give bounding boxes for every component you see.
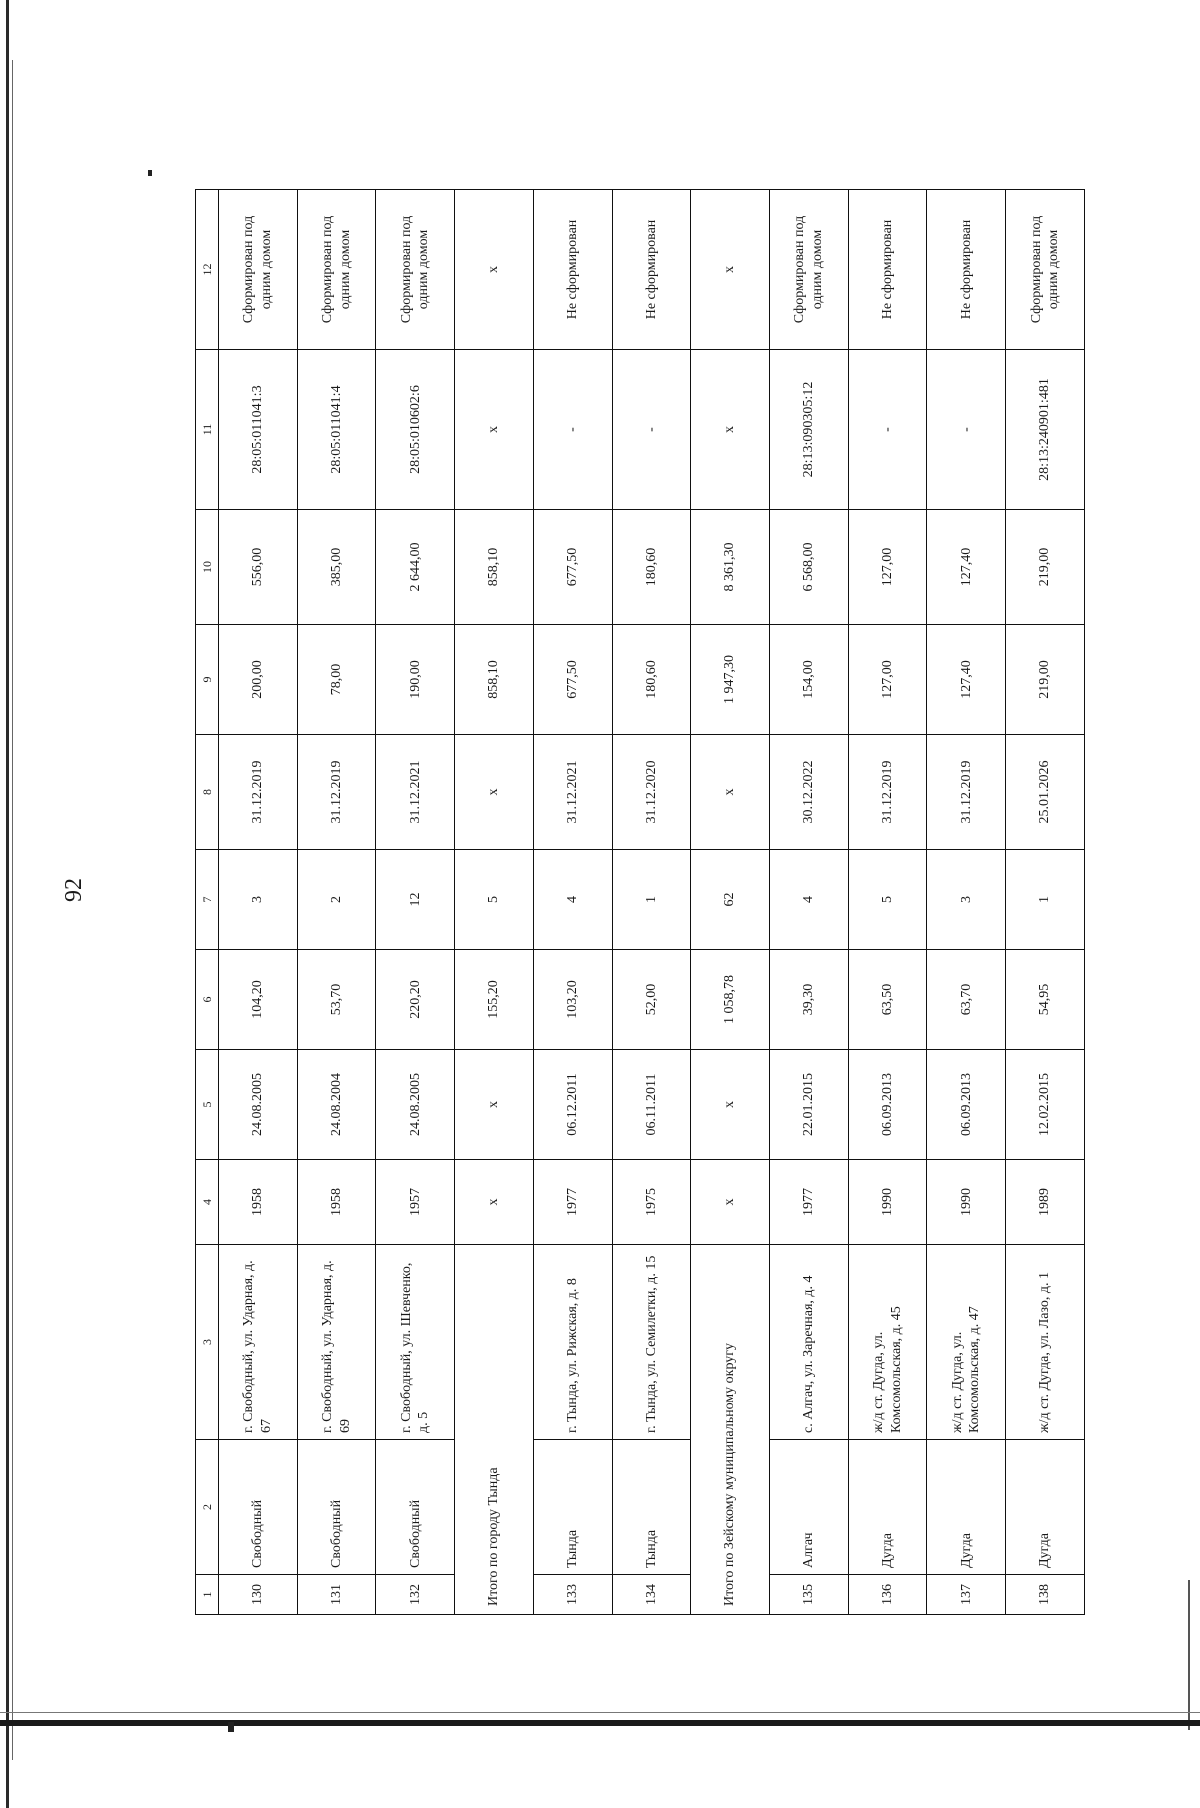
- settlement-cell: Алгач: [770, 1440, 849, 1575]
- value-cell: 219,00: [1006, 625, 1085, 735]
- column-header: 6: [196, 950, 219, 1050]
- year-cell: 1990: [927, 1160, 1006, 1245]
- value-cell: 154,00: [770, 625, 849, 735]
- cadastral-cell: 28:05:011041:4: [297, 350, 376, 510]
- status-cell: Сформирован под одним домом: [219, 190, 298, 350]
- value-cell: 127,40: [927, 510, 1006, 625]
- year-cell: 1990: [848, 1160, 927, 1245]
- count-cell: 4: [533, 850, 612, 950]
- cadastral-cell: 28:05:011041:3: [219, 350, 298, 510]
- year-cell: 1958: [219, 1160, 298, 1245]
- deadline-cell: 31.12.2019: [848, 735, 927, 850]
- address-cell: ж/д ст. Дугда, ул. Комсомольская, д. 45: [848, 1245, 927, 1440]
- table-row: [770, 190, 849, 1615]
- value-cell: 127,00: [848, 510, 927, 625]
- scan-speck: [148, 170, 152, 176]
- date-cell: 06.11.2011: [612, 1050, 691, 1160]
- deadline-cell: 31.12.2019: [219, 735, 298, 850]
- date-cell: 24.08.2004: [297, 1050, 376, 1160]
- row-number: 137: [927, 1575, 1006, 1615]
- deadline-cell: x: [691, 735, 770, 850]
- address-cell: г. Свободный, ул. Шевченко, д. 5: [376, 1245, 455, 1440]
- value-cell: 6 568,00: [770, 510, 849, 625]
- total-label: Итого по городу Тында: [455, 1245, 534, 1615]
- header-row: [196, 190, 219, 1615]
- status-cell: Сформирован под одним домом: [770, 190, 849, 350]
- cadastral-cell: x: [691, 350, 770, 510]
- address-cell: г. Тында, ул. Семилетки, д. 15: [612, 1245, 691, 1440]
- row-number: 138: [1006, 1575, 1085, 1615]
- count-cell: 2: [297, 850, 376, 950]
- area-cell: 53,70: [297, 950, 376, 1050]
- area-cell: 103,20: [533, 950, 612, 1050]
- count-cell: 3: [927, 850, 1006, 950]
- row-number: 134: [612, 1575, 691, 1615]
- page-number: 92: [61, 878, 87, 902]
- table-body: [219, 190, 1085, 1615]
- status-cell: Сформирован под одним домом: [297, 190, 376, 350]
- year-cell: 1957: [376, 1160, 455, 1245]
- count-cell: 4: [770, 850, 849, 950]
- settlement-cell: Тында: [533, 1440, 612, 1575]
- cadastral-cell: -: [848, 350, 927, 510]
- value-cell: 78,00: [297, 625, 376, 735]
- area-cell: 52,00: [612, 950, 691, 1050]
- table-total-row: [455, 190, 534, 1615]
- date-cell: x: [691, 1050, 770, 1160]
- value-cell: 190,00: [376, 625, 455, 735]
- count-cell: 1: [1006, 850, 1085, 950]
- settlement-cell: Дугда: [927, 1440, 1006, 1575]
- year-cell: 1977: [770, 1160, 849, 1245]
- status-cell: Не сформирован: [533, 190, 612, 350]
- value-cell: 677,50: [533, 625, 612, 735]
- table-row: [376, 190, 455, 1615]
- value-cell: 219,00: [1006, 510, 1085, 625]
- status-cell: Не сформирован: [848, 190, 927, 350]
- row-number: 136: [848, 1575, 927, 1615]
- settlement-cell: Дугда: [1006, 1440, 1085, 1575]
- cadastral-cell: x: [455, 350, 534, 510]
- row-number: 131: [297, 1575, 376, 1615]
- date-cell: 24.08.2005: [376, 1050, 455, 1160]
- column-header: 4: [196, 1160, 219, 1245]
- deadline-cell: 25.01.2026: [1006, 735, 1085, 850]
- column-header: 7: [196, 850, 219, 950]
- deadline-cell: 31.12.2021: [533, 735, 612, 850]
- scan-edge-right: [1188, 1580, 1190, 1730]
- settlement-cell: Свободный: [219, 1440, 298, 1575]
- count-cell: 1: [612, 850, 691, 950]
- count-cell: 5: [455, 850, 534, 950]
- scan-edge-bottom: [0, 1720, 1200, 1726]
- date-cell: x: [455, 1050, 534, 1160]
- address-cell: ж/д ст. Дугда, ул. Комсомольская, д. 47: [927, 1245, 1006, 1440]
- table-row: [297, 190, 376, 1615]
- value-cell: 556,00: [219, 510, 298, 625]
- value-cell: 180,60: [612, 625, 691, 735]
- area-cell: 155,20: [455, 950, 534, 1050]
- deadline-cell: 31.12.2019: [297, 735, 376, 850]
- table-row: [533, 190, 612, 1615]
- housing-table-rotated: [195, 190, 1085, 1615]
- row-number: 133: [533, 1575, 612, 1615]
- value-cell: 2 644,00: [376, 510, 455, 625]
- scan-edge-left: [6, 0, 9, 1808]
- value-cell: 385,00: [297, 510, 376, 625]
- row-number: 132: [376, 1575, 455, 1615]
- year-cell: 1975: [612, 1160, 691, 1245]
- value-cell: 127,00: [848, 625, 927, 735]
- cadastral-cell: 28:13:090305:12: [770, 350, 849, 510]
- area-cell: 1 058,78: [691, 950, 770, 1050]
- column-header: 3: [196, 1245, 219, 1440]
- column-header: 9: [196, 625, 219, 735]
- area-cell: 104,20: [219, 950, 298, 1050]
- year-cell: x: [691, 1160, 770, 1245]
- table-row: [927, 190, 1006, 1615]
- area-cell: 63,50: [848, 950, 927, 1050]
- settlement-cell: Свободный: [297, 1440, 376, 1575]
- status-cell: Не сформирован: [927, 190, 1006, 350]
- area-cell: 54,95: [1006, 950, 1085, 1050]
- count-cell: 12: [376, 850, 455, 950]
- date-cell: 06.12.2011: [533, 1050, 612, 1160]
- date-cell: 06.09.2013: [848, 1050, 927, 1160]
- column-header: 10: [196, 510, 219, 625]
- cadastral-cell: -: [612, 350, 691, 510]
- column-header: 1: [196, 1575, 219, 1615]
- housing-table: [195, 189, 1085, 1615]
- value-cell: 180,60: [612, 510, 691, 625]
- settlement-cell: Свободный: [376, 1440, 455, 1575]
- value-cell: 8 361,30: [691, 510, 770, 625]
- count-cell: 62: [691, 850, 770, 950]
- column-header: 2: [196, 1440, 219, 1575]
- table-row: [219, 190, 298, 1615]
- year-cell: 1977: [533, 1160, 612, 1245]
- value-cell: 127,40: [927, 625, 1006, 735]
- date-cell: 22.01.2015: [770, 1050, 849, 1160]
- total-label: Итого по Зейскому муниципальному округу: [691, 1245, 770, 1615]
- address-cell: ж/д ст. Дугда, ул. Лазо, д. 1: [1006, 1245, 1085, 1440]
- column-header: 12: [196, 190, 219, 350]
- deadline-cell: x: [455, 735, 534, 850]
- value-cell: 858,10: [455, 510, 534, 625]
- row-number: 135: [770, 1575, 849, 1615]
- date-cell: 12.02.2015: [1006, 1050, 1085, 1160]
- deadline-cell: 31.12.2019: [927, 735, 1006, 850]
- address-cell: с. Алгач, ул. Заречная, д. 4: [770, 1245, 849, 1440]
- status-cell: Сформирован под одним домом: [1006, 190, 1085, 350]
- address-cell: г. Тында, ул. Рижская, д. 8: [533, 1245, 612, 1440]
- area-cell: 63,70: [927, 950, 1006, 1050]
- value-cell: 1 947,30: [691, 625, 770, 735]
- value-cell: 677,50: [533, 510, 612, 625]
- cadastral-cell: 28:05:010602:6: [376, 350, 455, 510]
- value-cell: 200,00: [219, 625, 298, 735]
- status-cell: Не сформирован: [612, 190, 691, 350]
- scan-edge-left-inner: [12, 60, 13, 1760]
- table-row: [848, 190, 927, 1615]
- status-cell: x: [691, 190, 770, 350]
- table-row: [1006, 190, 1085, 1615]
- year-cell: x: [455, 1160, 534, 1245]
- cadastral-cell: -: [533, 350, 612, 510]
- table-total-row: [691, 190, 770, 1615]
- deadline-cell: 31.12.2021: [376, 735, 455, 850]
- year-cell: 1958: [297, 1160, 376, 1245]
- column-header: 5: [196, 1050, 219, 1160]
- column-header: 8: [196, 735, 219, 850]
- deadline-cell: 30.12.2022: [770, 735, 849, 850]
- settlement-cell: Дугда: [848, 1440, 927, 1575]
- date-cell: 24.08.2005: [219, 1050, 298, 1160]
- column-header: 11: [196, 350, 219, 510]
- settlement-cell: Тында: [612, 1440, 691, 1575]
- scan-edge-bottom-thin: [0, 1712, 1200, 1713]
- count-cell: 3: [219, 850, 298, 950]
- year-cell: 1989: [1006, 1160, 1085, 1245]
- date-cell: 06.09.2013: [927, 1050, 1006, 1160]
- scan-speck: [228, 1722, 234, 1732]
- value-cell: 858,10: [455, 625, 534, 735]
- cadastral-cell: 28:13:240901:481: [1006, 350, 1085, 510]
- address-cell: г. Свободный, ул. Ударная, д. 69: [297, 1245, 376, 1440]
- address-cell: г. Свободный, ул. Ударная, д. 67: [219, 1245, 298, 1440]
- area-cell: 39,30: [770, 950, 849, 1050]
- row-number: 130: [219, 1575, 298, 1615]
- count-cell: 5: [848, 850, 927, 950]
- cadastral-cell: -: [927, 350, 1006, 510]
- table-row: [612, 190, 691, 1615]
- area-cell: 220,20: [376, 950, 455, 1050]
- status-cell: Сформирован под одним домом: [376, 190, 455, 350]
- deadline-cell: 31.12.2020: [612, 735, 691, 850]
- status-cell: x: [455, 190, 534, 350]
